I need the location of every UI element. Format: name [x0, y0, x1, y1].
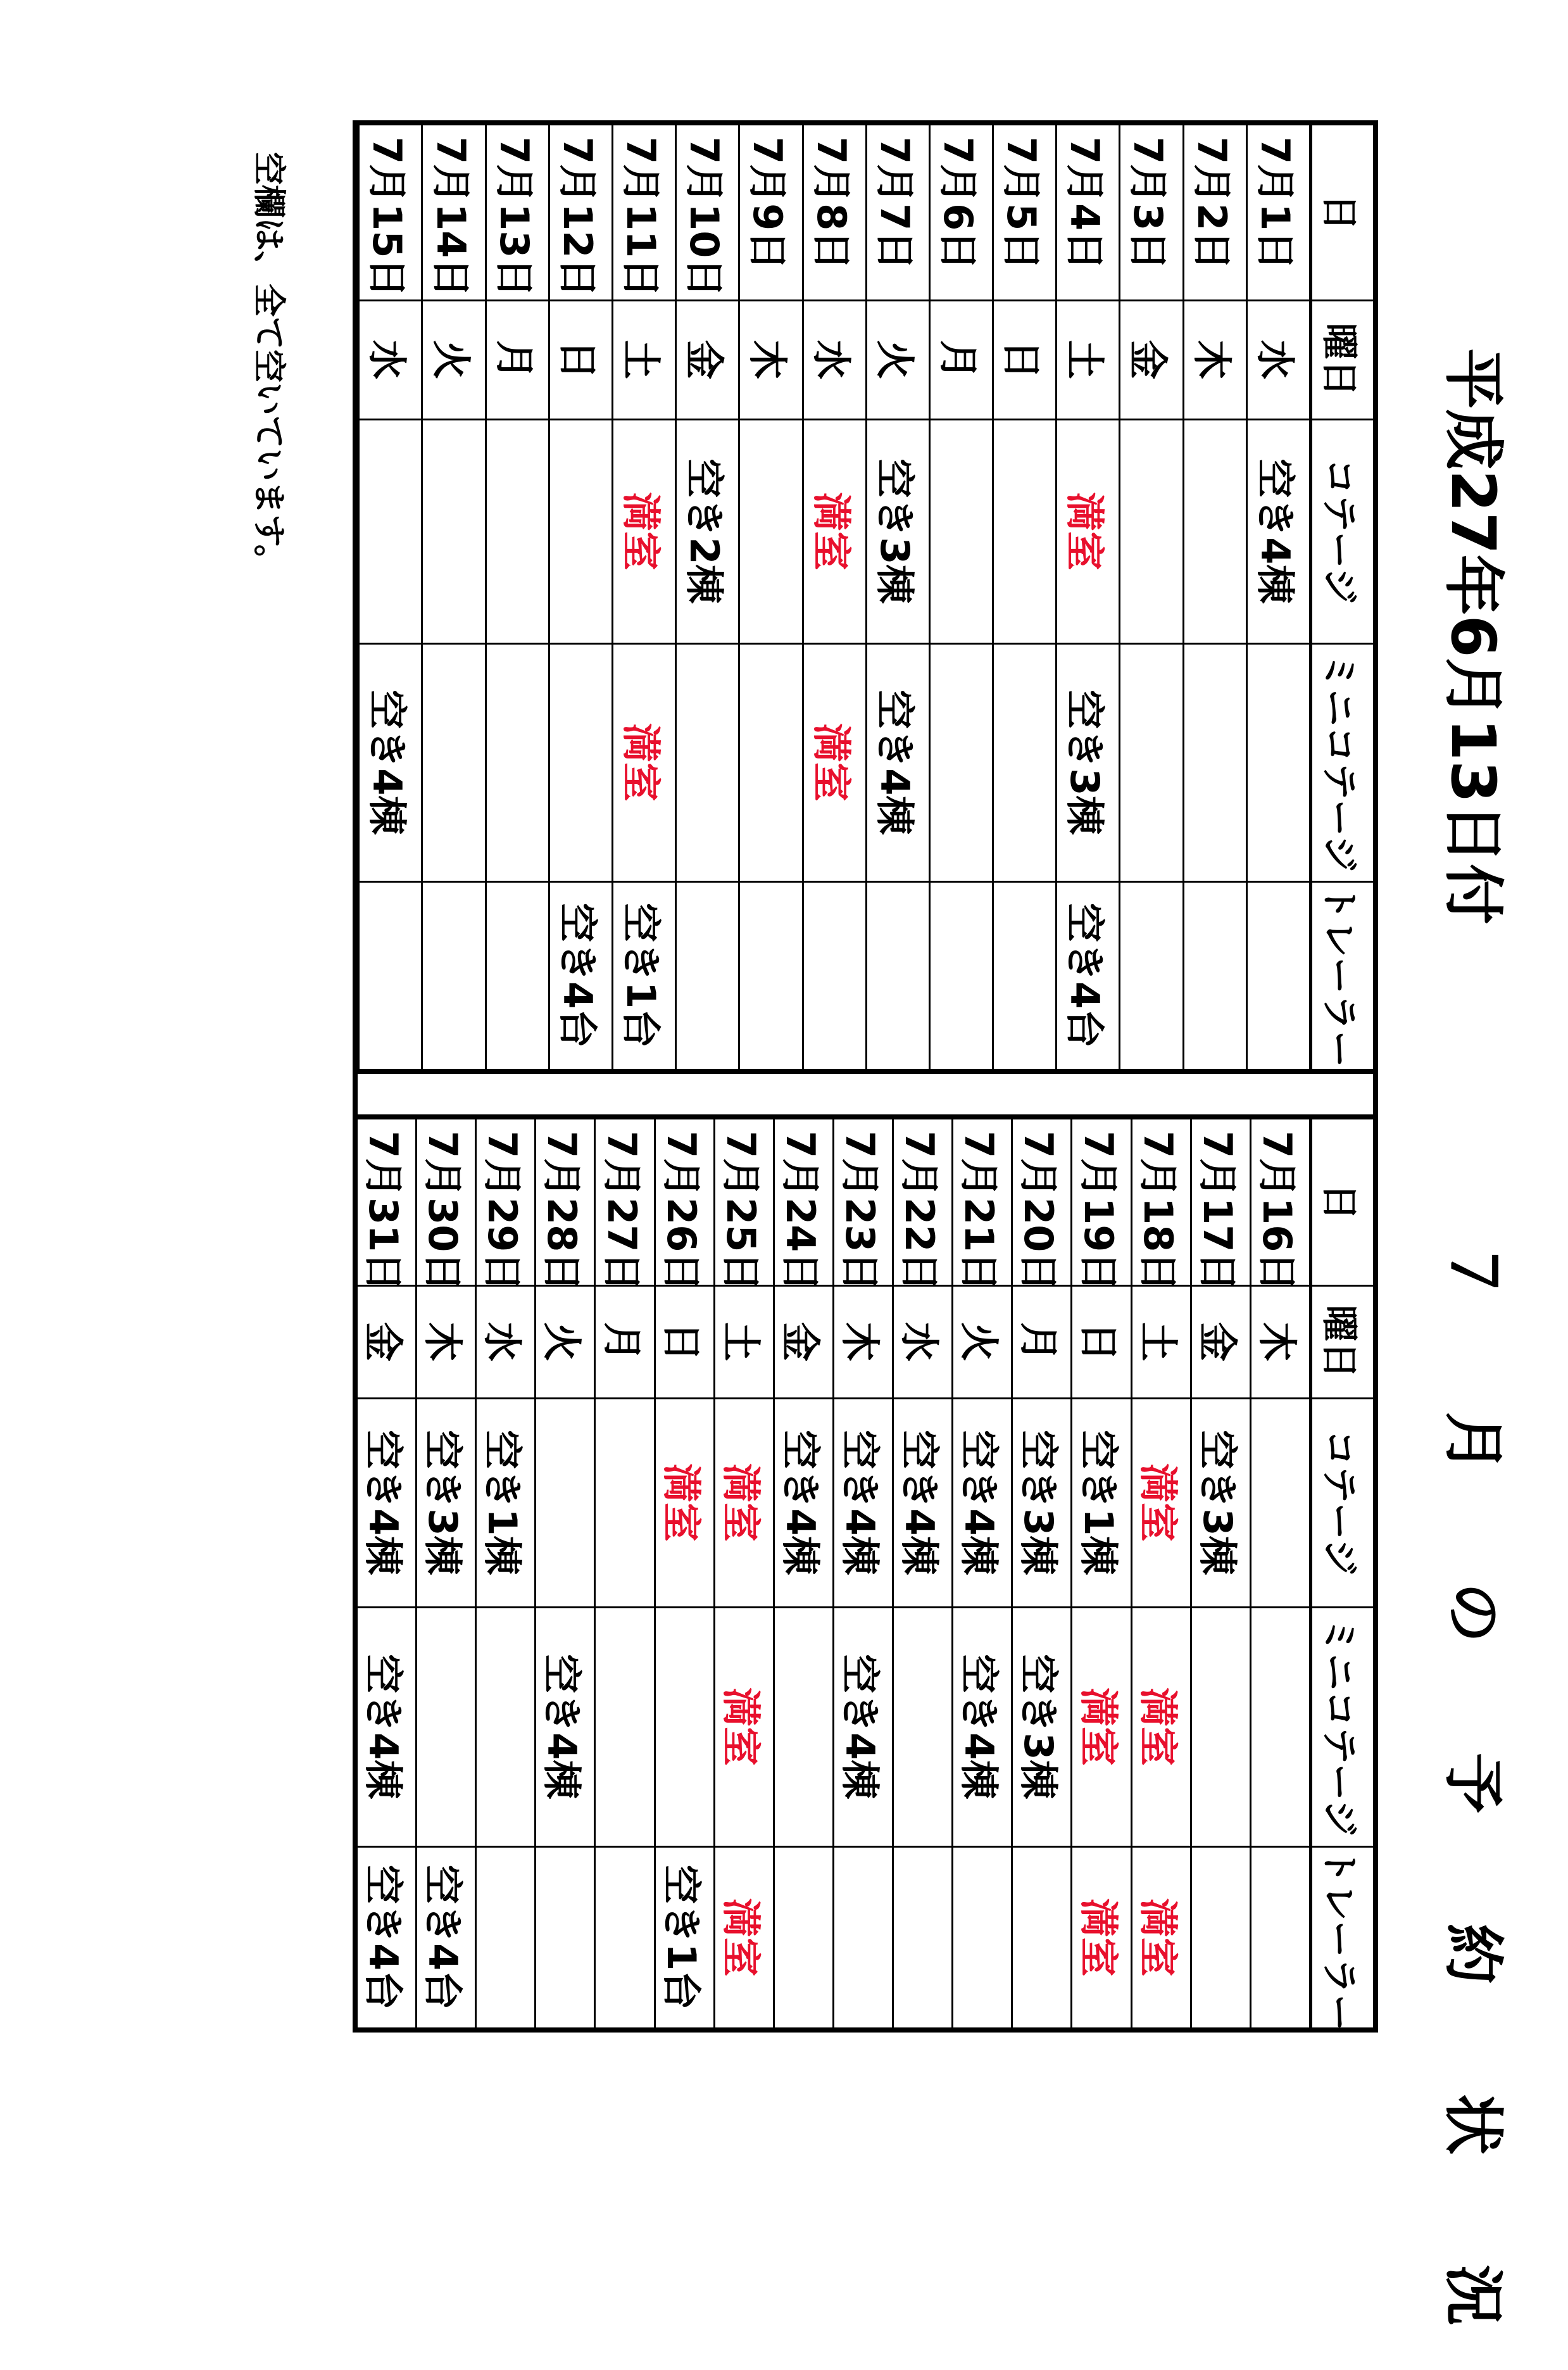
cell-weekday: 金 [774, 1285, 833, 1398]
header-weekday: 曜日 [1311, 1285, 1374, 1398]
header-weekday: 曜日 [1311, 300, 1374, 419]
cell-cottage [422, 419, 486, 643]
cell-cottage: 空き3棟 [1191, 1398, 1250, 1607]
table-row [739, 125, 803, 1069]
cell-date: 7月1日 [1246, 125, 1310, 300]
table-row [893, 1119, 953, 2027]
cell-date: 7月25日 [714, 1119, 774, 1285]
header-trailer: トレーラー [1311, 1846, 1374, 2027]
cell-trailer [476, 1846, 536, 2027]
cell-weekday: 木 [833, 1285, 893, 1398]
header-date: 日 [1311, 125, 1374, 300]
cell-date: 7月9日 [739, 125, 803, 300]
cell-trailer: 空き4台 [358, 1846, 417, 2027]
cell-date: 7月27日 [595, 1119, 655, 1285]
cell-cottage: 空き3棟 [1012, 1398, 1072, 1607]
header-mini-cottage: ミニコテージ [1311, 643, 1374, 881]
cell-trailer [893, 1846, 953, 2027]
cell-date: 7月12日 [549, 125, 612, 300]
table-row [866, 125, 929, 1069]
cell-mini-cottage [929, 643, 993, 881]
reservation-table-right [358, 1119, 1373, 2031]
cell-mini-cottage: 空き4棟 [358, 1607, 417, 1846]
cell-weekday: 木 [417, 1285, 476, 1398]
cell-cottage [1183, 419, 1246, 643]
cell-date: 7月14日 [422, 125, 486, 300]
cell-weekday: 月 [486, 300, 549, 419]
cell-cottage: 満室 [803, 419, 866, 643]
table-row [676, 125, 739, 1069]
cell-cottage: 空き4棟 [893, 1398, 953, 1607]
footnote: 空欄は、全て空いています。 [249, 152, 287, 577]
cell-date: 7月18日 [1131, 1119, 1191, 1285]
cell-cottage: 空き2棟 [676, 419, 739, 643]
table-row [833, 1119, 893, 2027]
cell-date: 7月30日 [417, 1119, 476, 1285]
cell-trailer: 満室 [1131, 1846, 1191, 2027]
cell-weekday: 月 [1012, 1285, 1072, 1398]
cell-trailer [803, 881, 866, 1069]
reservation-table-frame [353, 120, 1378, 2033]
cell-cottage [359, 419, 422, 643]
table-row [1131, 1119, 1191, 2027]
cell-trailer [1250, 1846, 1310, 2027]
table-row [803, 125, 866, 1069]
cell-trailer: 空き4台 [549, 881, 612, 1069]
cell-trailer [359, 881, 422, 1069]
cell-mini-cottage [993, 643, 1057, 881]
cell-mini-cottage [774, 1607, 833, 1846]
cell-date: 7月7日 [866, 125, 929, 300]
table-row [359, 125, 422, 1069]
cell-weekday: 金 [1191, 1285, 1250, 1398]
header-date: 日 [1311, 1119, 1374, 1285]
cell-trailer [1246, 881, 1310, 1069]
cell-weekday: 土 [1131, 1285, 1191, 1398]
header-cottage: コテージ [1311, 419, 1374, 643]
table-row [1072, 1119, 1131, 2027]
cell-trailer [774, 1846, 833, 2027]
title-date: 平成27年6月13日付 [1438, 348, 1508, 924]
cell-trailer: 満室 [1072, 1846, 1131, 2027]
cell-cottage: 空き4棟 [774, 1398, 833, 1607]
cell-mini-cottage [486, 643, 549, 881]
cell-mini-cottage [1250, 1607, 1310, 1846]
table-row [358, 1119, 417, 2027]
cell-weekday: 日 [1072, 1285, 1131, 1398]
cell-date: 7月26日 [655, 1119, 714, 1285]
table-row [549, 125, 612, 1069]
cell-mini-cottage: 満室 [613, 643, 676, 881]
cell-cottage: 空き3棟 [417, 1398, 476, 1607]
cell-mini-cottage [358, 643, 359, 881]
cell-date: 7月5日 [993, 125, 1057, 300]
table-row [714, 1119, 774, 2027]
table-row [1191, 1119, 1250, 2027]
cell-mini-cottage [595, 1607, 655, 1846]
title-month-heading: ７ 月 の 予 約 状 況 [1438, 1241, 1508, 2370]
cell-cottage [1250, 1398, 1310, 1607]
cell-mini-cottage [1246, 643, 1310, 881]
table-row [476, 1119, 536, 2027]
table-row [486, 125, 549, 1069]
cell-mini-cottage [1183, 643, 1246, 881]
cell-date: 7月22日 [893, 1119, 953, 1285]
cell-date: 7月3日 [1120, 125, 1183, 300]
cell-date [358, 125, 359, 300]
cell-mini-cottage: 空き3棟 [1057, 643, 1120, 881]
cell-mini-cottage [739, 643, 803, 881]
cell-weekday: 木 [1250, 1285, 1310, 1398]
cell-mini-cottage: 満室 [803, 643, 866, 881]
cell-cottage: 満室 [1131, 1398, 1191, 1607]
cell-weekday: 木 [1183, 300, 1246, 419]
cell-trailer [1191, 1846, 1250, 2027]
cell-trailer [993, 881, 1057, 1069]
table-row [1250, 1119, 1310, 2027]
cell-mini-cottage: 満室 [714, 1607, 774, 1846]
cell-mini-cottage: 満室 [1131, 1607, 1191, 1846]
table-row [1183, 125, 1246, 1069]
cell-date: 7月16日 [1250, 1119, 1310, 1285]
table-row [1012, 1119, 1072, 2027]
cell-cottage: 満室 [655, 1398, 714, 1607]
cell-cottage: 空き1棟 [1072, 1398, 1131, 1607]
cell-date: 7月28日 [536, 1119, 595, 1285]
cell-trailer [739, 881, 803, 1069]
cell-cottage: 満室 [1057, 419, 1120, 643]
cell-mini-cottage [422, 643, 486, 881]
cell-mini-cottage: 空き4棟 [359, 643, 422, 881]
table-row [1057, 125, 1120, 1069]
cell-cottage: 満室 [714, 1398, 774, 1607]
cell-trailer [1183, 881, 1246, 1069]
cell-cottage [536, 1398, 595, 1607]
cell-date: 7月17日 [1191, 1119, 1250, 1285]
cell-cottage [595, 1398, 655, 1607]
cell-weekday: 土 [714, 1285, 774, 1398]
cell-date: 7月10日 [676, 125, 739, 300]
cell-date: 7月24日 [774, 1119, 833, 1285]
cell-weekday: 月 [929, 300, 993, 419]
cell-weekday: 火 [536, 1285, 595, 1398]
cell-cottage: 空き1棟 [476, 1398, 536, 1607]
cell-weekday: 日 [655, 1285, 714, 1398]
cell-trailer [358, 881, 359, 1069]
cell-weekday: 金 [676, 300, 739, 419]
cell-mini-cottage: 空き4棟 [866, 643, 929, 881]
table-row [613, 125, 676, 1069]
cell-cottage [929, 419, 993, 643]
cell-weekday: 金 [358, 1285, 417, 1398]
header-mini-cottage: ミニコテージ [1311, 1607, 1374, 1846]
cell-mini-cottage: 空き4棟 [833, 1607, 893, 1846]
cell-cottage [993, 419, 1057, 643]
cell-date: 7月29日 [476, 1119, 536, 1285]
cell-date: 7月4日 [1057, 125, 1120, 300]
cell-mini-cottage: 空き4棟 [536, 1607, 595, 1846]
page-title [1422, 120, 1524, 2370]
cell-trailer [676, 881, 739, 1069]
header-row [1311, 1119, 1374, 2027]
cell-weekday: 水 [893, 1285, 953, 1398]
table-row [417, 1119, 476, 2027]
cell-trailer [536, 1846, 595, 2027]
cell-mini-cottage [417, 1607, 476, 1846]
cell-trailer [1120, 881, 1183, 1069]
header-row [1311, 125, 1374, 1069]
cell-trailer [1012, 1846, 1072, 2027]
table-row [536, 1119, 595, 2027]
cell-mini-cottage [1120, 643, 1183, 881]
cell-weekday: 土 [1057, 300, 1120, 419]
cell-mini-cottage [1191, 1607, 1250, 1846]
cell-cottage: 空き4棟 [358, 1398, 417, 1607]
cell-date: 7月15日 [359, 125, 422, 300]
cell-weekday: 水 [476, 1285, 536, 1398]
table-row [953, 1119, 1012, 2027]
cell-date: 7月11日 [613, 125, 676, 300]
cell-cottage [1120, 419, 1183, 643]
cell-date: 7月6日 [929, 125, 993, 300]
table-row [1120, 125, 1183, 1069]
table-row [655, 1119, 714, 2027]
cell-weekday: 日 [993, 300, 1057, 419]
cell-mini-cottage: 満室 [1072, 1607, 1131, 1846]
cell-trailer [953, 1846, 1012, 2027]
cell-date: 7月8日 [803, 125, 866, 300]
cell-cottage: 空き3棟 [866, 419, 929, 643]
cell-weekday: 水 [1246, 300, 1310, 419]
cell-trailer [486, 881, 549, 1069]
right-table-body [358, 1119, 1311, 2027]
table-row [929, 125, 993, 1069]
cell-trailer [595, 1846, 655, 2027]
table-row [774, 1119, 833, 2027]
cell-mini-cottage [893, 1607, 953, 1846]
cell-weekday: 日 [549, 300, 612, 419]
cell-weekday [358, 300, 359, 419]
table-row [993, 125, 1057, 1069]
left-table-body [358, 125, 1311, 1069]
cell-cottage [486, 419, 549, 643]
cell-date: 7月20日 [1012, 1119, 1072, 1285]
cell-weekday: 火 [953, 1285, 1012, 1398]
table-divider [358, 1069, 1373, 1119]
table-row [422, 125, 486, 1069]
cell-mini-cottage [676, 643, 739, 881]
cell-weekday: 月 [595, 1285, 655, 1398]
cell-date: 7月13日 [486, 125, 549, 300]
cell-mini-cottage [476, 1607, 536, 1846]
cell-trailer [929, 881, 993, 1069]
cell-trailer [833, 1846, 893, 2027]
cell-mini-cottage: 空き4棟 [953, 1607, 1012, 1846]
header-cottage: コテージ [1311, 1398, 1374, 1607]
table-row [358, 125, 359, 1069]
cell-date: 7月19日 [1072, 1119, 1131, 1285]
cell-weekday: 土 [613, 300, 676, 419]
cell-mini-cottage [655, 1607, 714, 1846]
cell-weekday: 水 [359, 300, 422, 419]
cell-date: 7月21日 [953, 1119, 1012, 1285]
cell-cottage: 空き4棟 [1246, 419, 1310, 643]
cell-cottage: 空き4棟 [953, 1398, 1012, 1607]
cell-cottage [739, 419, 803, 643]
cell-trailer: 空き1台 [613, 881, 676, 1069]
cell-cottage: 満室 [613, 419, 676, 643]
cell-trailer: 満室 [714, 1846, 774, 2027]
header-trailer: トレーラー [1311, 881, 1374, 1069]
cell-date: 7月31日 [358, 1119, 417, 1285]
cell-weekday: 金 [1120, 300, 1183, 419]
cell-weekday: 火 [422, 300, 486, 419]
cell-mini-cottage: 空き3棟 [1012, 1607, 1072, 1846]
cell-trailer [866, 881, 929, 1069]
cell-mini-cottage [549, 643, 612, 881]
table-row [1246, 125, 1310, 1069]
cell-cottage [549, 419, 612, 643]
cell-cottage: 空き4棟 [833, 1398, 893, 1607]
cell-trailer: 空き4台 [1057, 881, 1120, 1069]
table-row [595, 1119, 655, 2027]
cell-weekday: 水 [803, 300, 866, 419]
cell-date: 7月2日 [1183, 125, 1246, 300]
cell-weekday: 火 [866, 300, 929, 419]
cell-cottage [358, 419, 359, 643]
cell-trailer: 空き1台 [655, 1846, 714, 2027]
cell-trailer [422, 881, 486, 1069]
cell-trailer: 空き4台 [417, 1846, 476, 2027]
reservation-table-left [358, 125, 1373, 1069]
cell-weekday: 木 [739, 300, 803, 419]
cell-date: 7月23日 [833, 1119, 893, 1285]
